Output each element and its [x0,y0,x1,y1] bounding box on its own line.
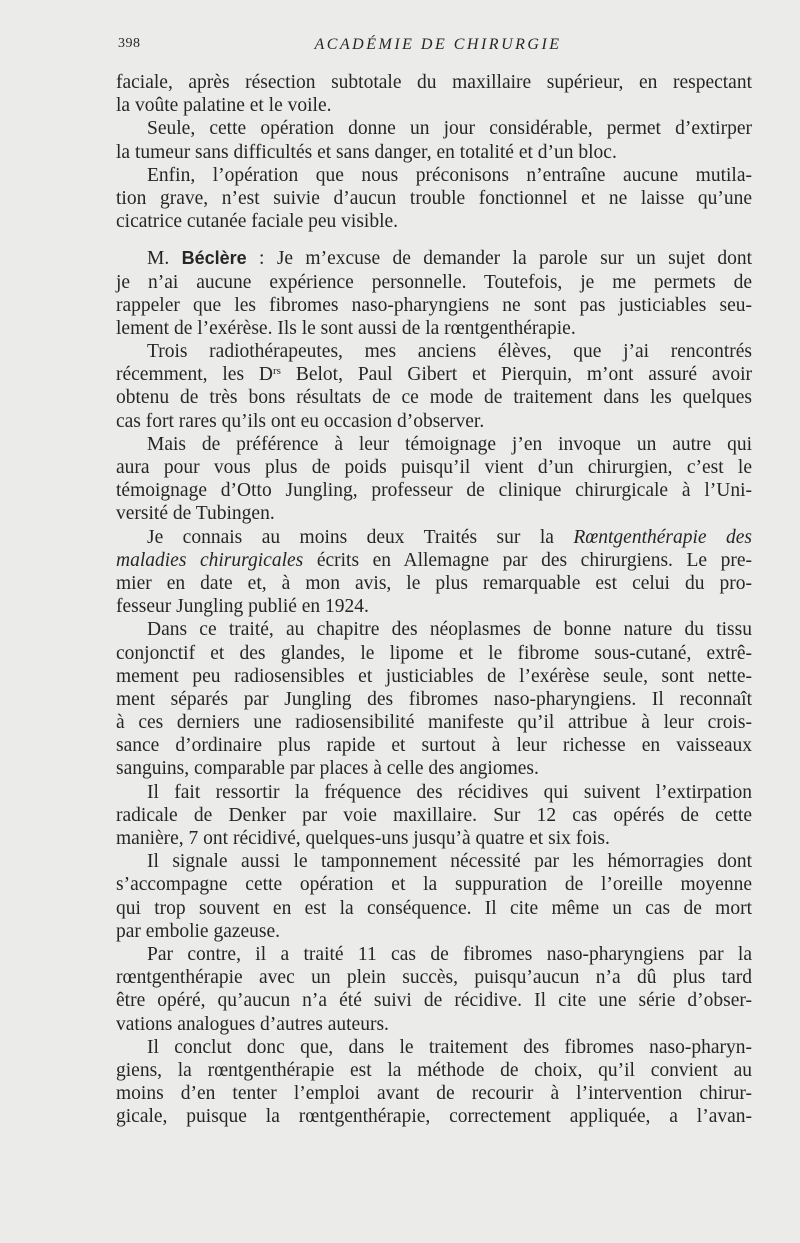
text-line: témoignage d’Otto Jungling, professeur de clinique chirurgicale à l’Uni- [116,480,752,502]
text-line: je n’ai aucune expérience personnelle. Toutefois, je me permets de [116,271,752,293]
text-line [116,363,752,386]
text-line: ment séparés par Jungling des fibromes naso-pharyngiens. Il reconnaît [116,688,752,710]
text-line: cicatrice cutanée faciale peu visible. [116,211,399,233]
text-line: sanguins, comparable par places à celle des angiomes. [116,758,539,780]
body-text [116,71,752,1128]
text-line [116,247,752,270]
text-segment: récemment, les D [116,364,273,386]
text-line: Trois radiothérapeutes, mes anciens élèves, que j’ai rencontrés [147,341,752,363]
text-line: faciale, après résection subtotale du maxillaire supérieur, en respectant [116,72,752,93]
text-segment: rs [273,365,281,378]
text-line: moins d’en tenter l’emploi avant de recourir à l’intervention chirur- [116,1083,752,1105]
text-line: à ces derniers une radiosensibilité manifeste qu’il attribue à leur crois- [116,712,752,734]
text-line [116,526,752,549]
text-line: radicale de Denker par voie maxillaire. Sur 12 cas opérés de cette [116,804,752,826]
text-line: Mais de préférence à leur témoignage j’en invoque un autre qui [147,433,752,455]
text-line: giens, la rœntgenthérapie est la méthode de choix, qu’il convient au [116,1059,752,1081]
text-line: être opéré, qu’aucun n’a été suivi de récidive. Il cite une série d’obser- [116,990,752,1012]
text-line: qui trop souvent en est la conséquence. Il cite même un cas de mort [116,897,752,919]
text-line: la tumeur sans difficultés et sans danger, en totalité et d’un bloc. [116,141,617,163]
text-line: s’accompagne cette opération et la suppuration de l’oreille moyenne [116,874,752,896]
text-line: Dans ce traité, au chapitre des néoplasmes de bonne nature du tissu [147,619,752,641]
text-line: versité de Tubingen. [116,503,275,525]
text-segment: écrits en Allemagne par des chirurgiens. Le pre- [303,549,753,571]
running-title: ACADÉMIE DE CHIRURGIE [314,36,562,53]
text-line: rœntgenthérapie avec un plein succès, puisqu’aucun n’a dû plus tard [116,967,752,989]
text-segment: M. [147,248,182,270]
text-line: tion grave, n’est suivie d’aucun trouble fonctionnel et ne laisse qu’une [116,187,752,209]
text-line: gicale, puisque la rœntgenthérapie, correctement appliquée, a l’avan- [116,1106,752,1128]
text-line: rappeler que les fibromes naso-pharyngiens ne sont pas justiciables seu- [116,294,752,316]
text-segment: Je connais au moins deux Traités sur la [147,526,574,548]
paragraph-gap [116,233,752,247]
italic-title: maladies chirurgicales [116,549,304,571]
italic-title: Rœntgenthérapie des [573,526,753,548]
text-line: fesseur Jungling publié en 1924. [116,596,369,618]
text-line: manière, 7 ont récidivé, quelques-uns jusqu’à quatre et six fois. [116,828,610,849]
text-segment: Belot, Paul Gibert et Pierquin, m’ont assuré avoir [280,364,752,386]
text-line: par embolie gazeuse. [116,920,281,942]
text-line: Il signale aussi le tamponnement nécessité par les hémorragies dont [147,851,752,873]
text-line: obtenu de très bons résultats de ce mode de traitement dans les quelques [116,387,752,409]
text-line: Il conclut donc que, dans le traitement des fibromes naso-pharyn- [147,1036,752,1058]
text-line: Il fait ressortir la fréquence des récidives qui suivent l’extirpation [147,781,752,803]
text-line: Enfin, l’opération que nous préconisons n’entraîne aucune mutila- [147,164,752,186]
text-line: mier en date et, à mon avis, le plus remarquable est celui du pro- [116,572,752,594]
text-line: sance d’ordinaire plus rapide et surtout à leur richesse en vaisseaux [116,735,752,757]
speaker-name: Béclère [181,248,247,269]
text-line: Seule, cette opération donne un jour considérable, permet d’extirper [147,118,752,140]
text-line: Par contre, il a traité 11 cas de fibromes naso-pharyngiens par la [147,943,752,965]
text-line: cas fort rares qu’ils ont eu occasion d’observer. [116,410,485,432]
text-line: lement de l’exérèse. Ils le sont aussi de la rœntgenthérapie. [116,317,576,339]
text-line: conjonctif et des glandes, le lipome et le fibrome sous-cutané, extrê- [116,642,752,664]
text-line: la voûte palatine et le voile. [116,95,332,117]
text-line [116,549,752,572]
page-number: 398 [118,36,141,51]
text-line: mement peu radiosensibles et justiciables de l’exérèse seule, sont nette- [116,665,752,687]
text-line: vations analogues d’autres auteurs. [116,1013,389,1035]
page-header [118,36,758,60]
text-segment: : Je m’excuse de demander la parole sur un sujet dont [246,248,753,270]
text-line: aura pour vous plus de poids puisqu’il vient d’un chirurgien, c’est le [116,457,752,478]
